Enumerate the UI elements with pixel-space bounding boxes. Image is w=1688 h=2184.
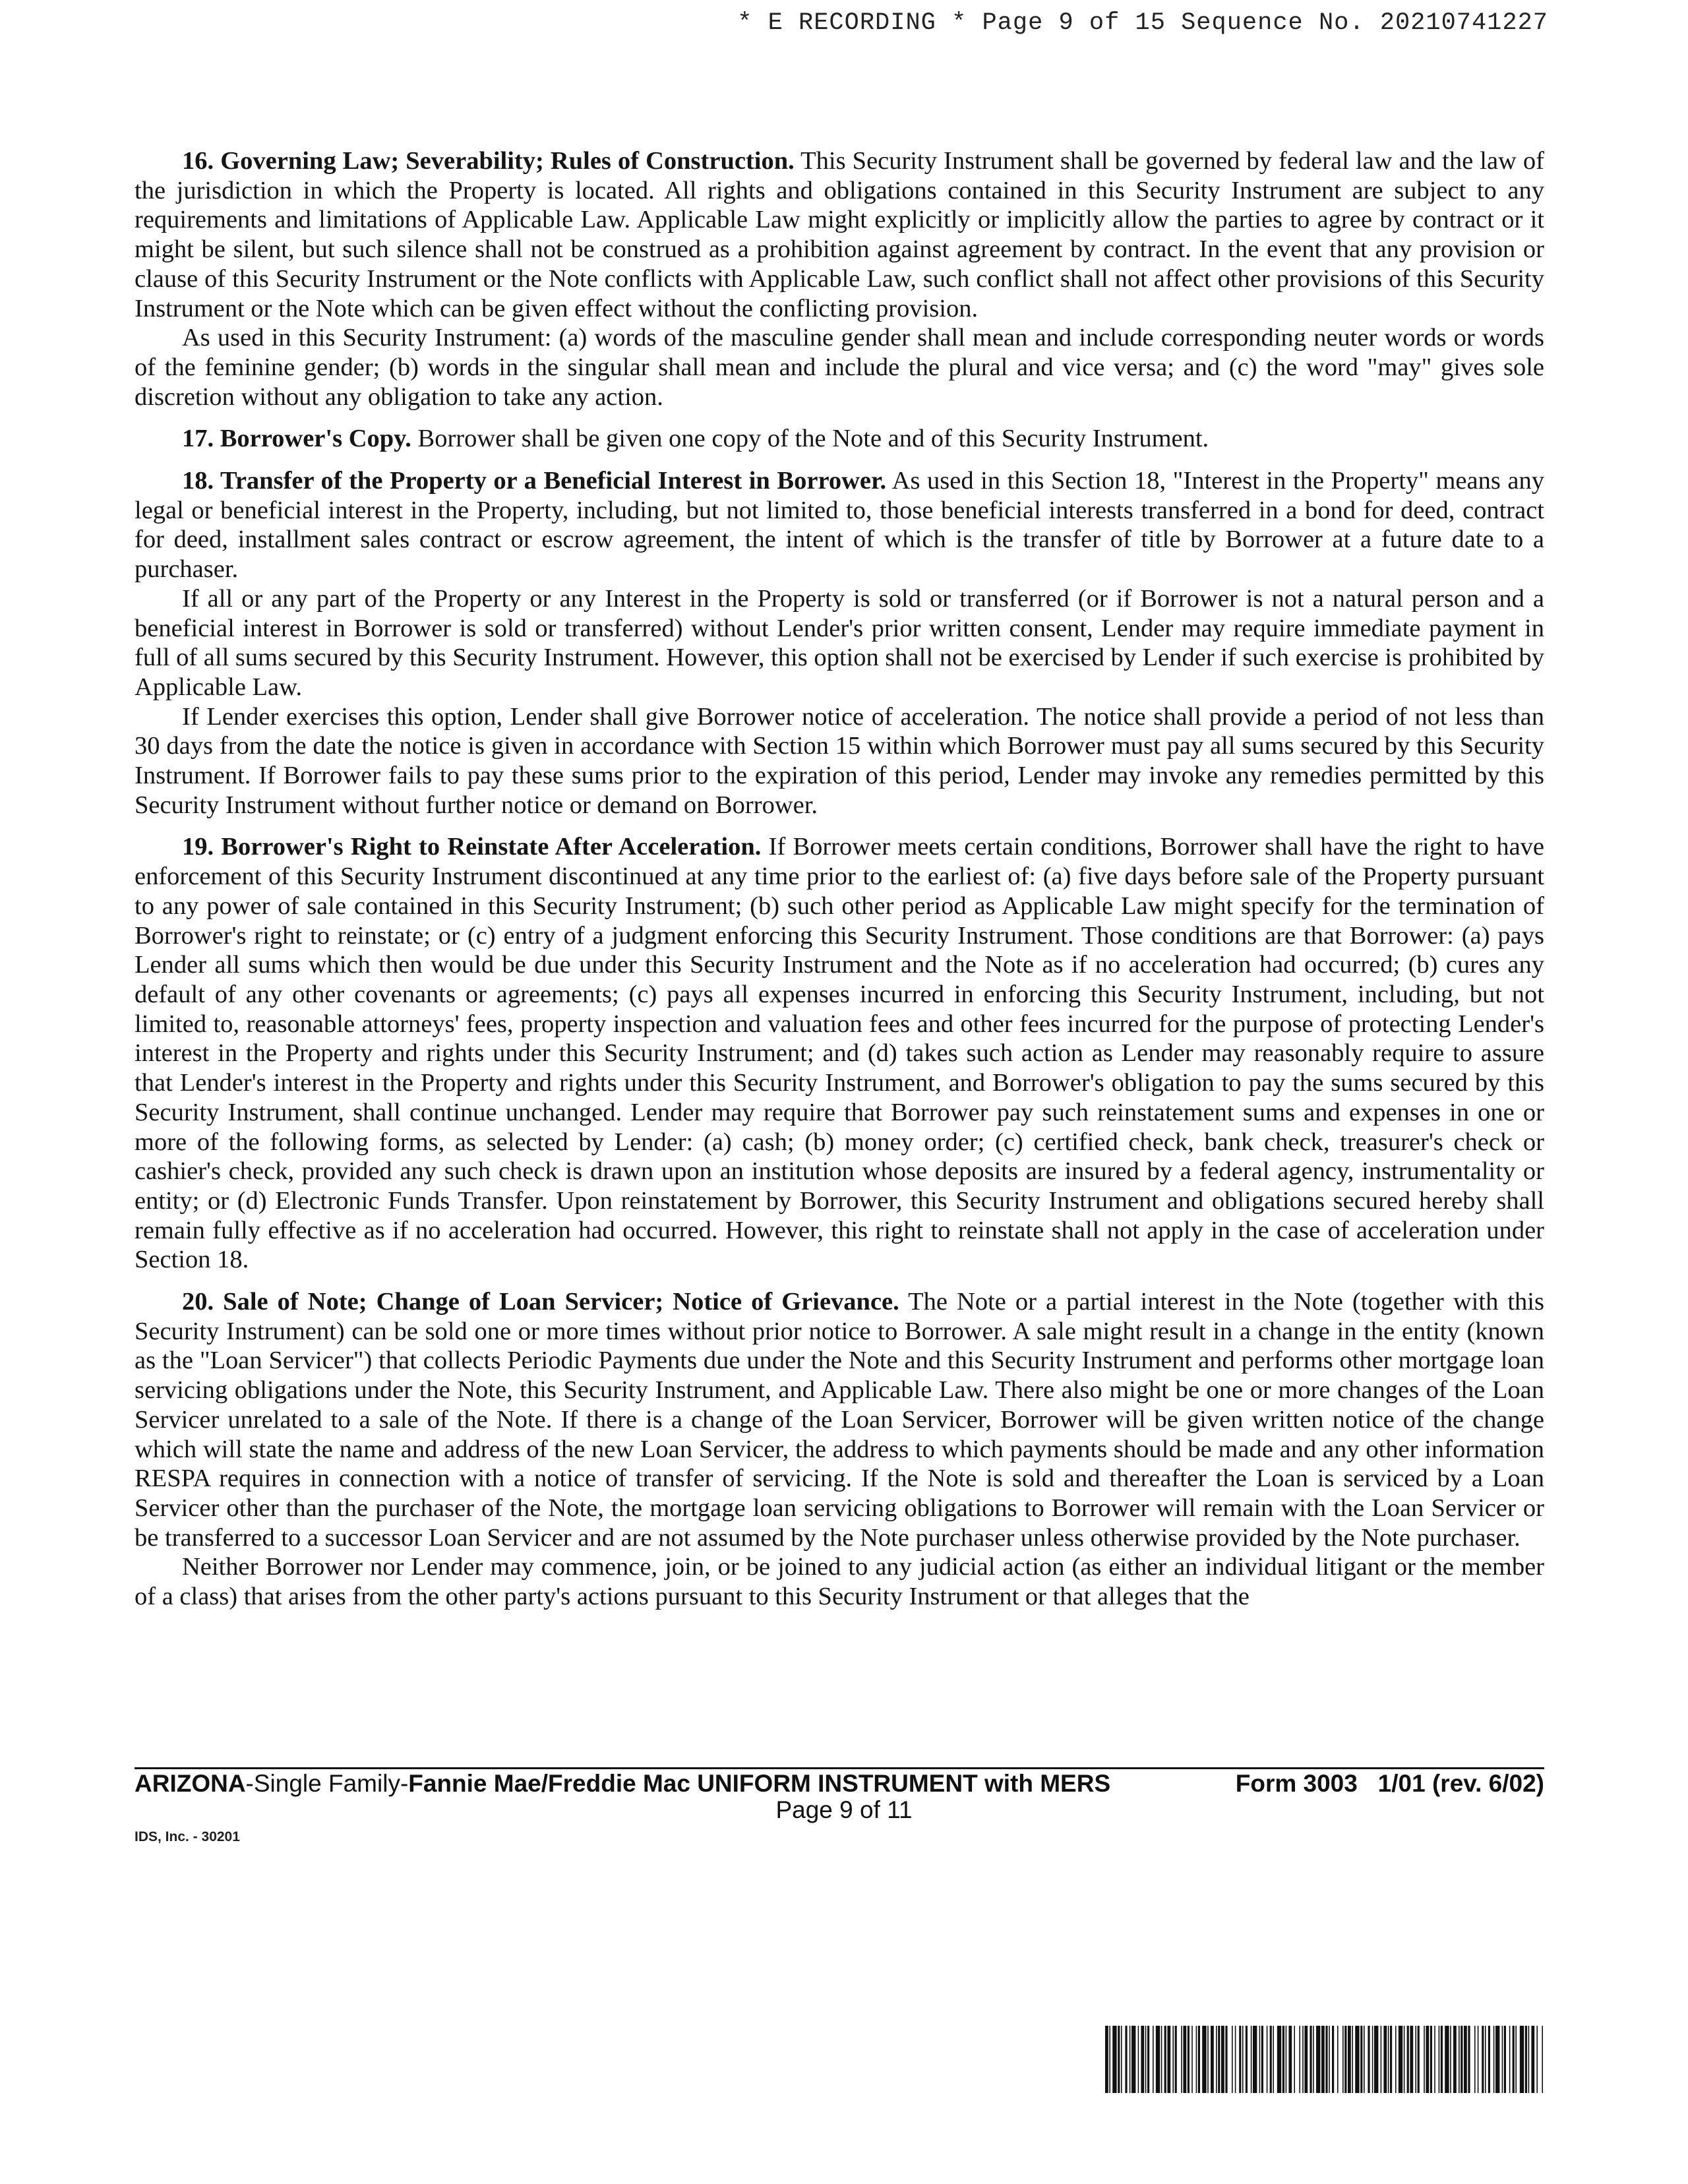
section-20-para-1 xyxy=(135,1287,1544,1552)
barcode-bar xyxy=(1156,2026,1160,2093)
barcode-bar xyxy=(1388,2026,1389,2093)
barcode-bar xyxy=(1239,2026,1241,2093)
barcode-bar xyxy=(1310,2026,1311,2093)
barcode-bar xyxy=(1270,2026,1272,2093)
barcode-bar xyxy=(1504,2026,1506,2093)
barcode-bar xyxy=(1395,2026,1397,2093)
barcode-bar xyxy=(1225,2026,1227,2093)
barcode-bar xyxy=(1513,2026,1515,2093)
footer-divider xyxy=(135,1767,1544,1769)
form-number: Form 3003 1/01 (rev. 6/02) xyxy=(1235,1770,1544,1797)
footer-form-line xyxy=(135,1770,1544,1798)
barcode-bar xyxy=(1468,2026,1470,2093)
barcode-bar xyxy=(1368,2026,1370,2093)
section-heading: 17. Borrower's Copy. xyxy=(182,425,411,453)
barcode-bar xyxy=(1531,2026,1534,2093)
section-18-para-1 xyxy=(135,466,1544,584)
barcode-bar xyxy=(1313,2026,1314,2093)
barcode-bar xyxy=(1542,2026,1543,2093)
barcode-bar xyxy=(1372,2026,1373,2093)
barcode-bar xyxy=(1445,2026,1449,2093)
barcode-bar xyxy=(1153,2026,1154,2093)
barcode-bar xyxy=(1348,2026,1351,2093)
barcode-bar xyxy=(1515,2026,1517,2093)
barcode-bar xyxy=(1304,2026,1308,2093)
section-text: If Borrower meets certain conditions, Borrower shall have the right to have enforcement of this Security Instrument discontinued at any time prior to the earliest of: (a) five days before sale of the Property pursuant to any power of sale contained in this Security Instrument; (b) such other period as Applicable Law might specify for the termination of Borrower's right to reinstate; or (c) entry of a judgment enforcing this Security Instrument. Those conditions are that Borrower: (a) pays Lender all sums which then would be due under this Security Instrument and the Note as if no acceleration had occurred; (b) cures any default of any other covenants or agreements; (c) pays all expenses incurred in enforcing this Security Instrument, including, but not limited to, reasonable attorneys' fees, property inspection and valuation fees and other fees incurred for the purpose of protecting Lender's interest in the Property and rights under this Security Instrument; and (d) takes such action as Lender may reasonably require to assure that Lender's interest in the Property and rights under this Security Instrument, and Borrower's obligation to pay the sums secured by this Security Instrument, shall continue unchanged. Lender may require that Borrower pay such reinstatement sums and expenses in one or more of the following forms, as selected by Lender: (a) cash; (b) money order; (c) certified check, bank check, treasurer's check or cashier's check, provided any such check is drawn upon an institution whose deposits are insured by a federal agency, instrumentality or entity; or (d) Electronic Funds Transfer. Upon reinstatement by Borrower, this Security Instrument and obligations secured hereby shall remain fully effective as if no acceleration had occurred. However, this right to reinstate shall not apply in the case of acceleration under Section 18. xyxy=(135,833,1544,1274)
barcode-bar xyxy=(1418,2026,1420,2093)
barcode-bar xyxy=(1198,2026,1200,2093)
barcode-bar xyxy=(1105,2026,1108,2093)
barcode-bar xyxy=(1131,2026,1135,2093)
barcode-bar xyxy=(1299,2026,1300,2093)
barcode-bar xyxy=(1277,2026,1281,2093)
barcode-bar xyxy=(1175,2026,1177,2093)
document-body xyxy=(135,146,1544,1612)
barcode-bar xyxy=(1424,2026,1425,2093)
barcode-bar xyxy=(1459,2026,1460,2093)
footer-instrument: Fannie Mae/Freddie Mac UNIFORM INSTRUMENT with MERS xyxy=(408,1770,1111,1797)
barcode-bar xyxy=(1191,2026,1193,2093)
section-heading: 19. Borrower's Right to Reinstate After Acceleration. xyxy=(182,833,762,861)
barcode-bar xyxy=(1410,2026,1413,2093)
barcode-bar xyxy=(1121,2026,1122,2093)
barcode-bar xyxy=(1211,2026,1214,2093)
barcode-bar xyxy=(1246,2026,1248,2093)
barcode-bar xyxy=(1495,2026,1499,2093)
section-text: Borrower shall be given one copy of the Note and of this Security Instrument. xyxy=(417,425,1209,453)
barcode-bar xyxy=(1441,2026,1443,2093)
barcode-bar xyxy=(1172,2026,1174,2093)
barcode-bar xyxy=(1478,2026,1479,2093)
barcode-bar xyxy=(1332,2026,1334,2093)
barcode-bar xyxy=(1235,2026,1236,2093)
barcode-bar xyxy=(1430,2026,1432,2093)
footer-state: ARIZONA xyxy=(135,1770,246,1797)
barcode-bar xyxy=(1439,2026,1440,2093)
barcode-bar xyxy=(1325,2026,1327,2093)
barcode-bar xyxy=(1509,2026,1511,2093)
barcode-bar xyxy=(1196,2026,1197,2093)
barcode-bar xyxy=(1286,2026,1287,2093)
section-heading: 20. Sale of Note; Change of Loan Servicer; Notice of Grievance. xyxy=(182,1288,899,1316)
barcode-bar xyxy=(1344,2026,1346,2093)
section-20-para-2: Neither Borrower nor Lender may commence, join, or be joined to any judicial action (as either an individual litigant or the member of a class) that arises from the other party's actions pursuant to this Security Instrument or that alleges that the xyxy=(135,1553,1544,1611)
barcode-bar xyxy=(1485,2026,1486,2093)
barcode-bar xyxy=(1488,2026,1490,2093)
section-19-para-1 xyxy=(135,832,1544,1275)
section-16-para-2: As used in this Security Instrument: (a) words of the masculine gender shall mean and include corresponding neuter words or words of the feminine gender; (b) words in the singular shall mean and include the plural and vice versa; and (c) the word "may" gives sole discretion without any obligation to take any action. xyxy=(135,324,1544,411)
barcode-bar xyxy=(1141,2026,1144,2093)
section-text: As used in this Section 18, "Interest in the Property" means any legal or beneficial interest in the Property, including, but not limited to, those beneficial interests transferred in a bond for deed, contract for deed, installment sales contract or escrow agreement, the intent of which is the transfer of title by Borrower at a future date to a purchaser. xyxy=(135,467,1544,584)
barcode-bar xyxy=(1321,2026,1325,2093)
barcode-bar xyxy=(1407,2026,1409,2093)
barcode-bar xyxy=(1302,2026,1304,2093)
barcode-bar xyxy=(1207,2026,1209,2093)
section-17-para-1 xyxy=(135,424,1544,454)
barcode-bar xyxy=(1399,2026,1402,2093)
barcode-bar xyxy=(1342,2026,1344,2093)
barcode-bar xyxy=(1352,2026,1353,2093)
barcode-bar xyxy=(1188,2026,1190,2093)
barcode-bar xyxy=(1232,2026,1233,2093)
section-18-para-2: If all or any part of the Property or any Interest in the Property is sold or transferred (or if Borrower is not a natural person and a beneficial interest in Borrower is sold or transferred) without Lender's prior written consent, Lender may require immediate payment in full of all sums secured by this Security Instrument. However, this option shall not be exercised by Lender if such exercise is prohibited by Applicable Law. xyxy=(135,584,1544,701)
barcode-bar xyxy=(1364,2026,1365,2093)
barcode-bar xyxy=(1109,2026,1110,2093)
barcode-bar xyxy=(1381,2026,1382,2093)
barcode-bar xyxy=(1181,2026,1182,2093)
barcode-bar xyxy=(1390,2026,1392,2093)
section-16-para-1 xyxy=(135,146,1544,323)
barcode-bar xyxy=(1426,2026,1429,2093)
barcode-bar xyxy=(1464,2026,1467,2093)
section-18-para-3: If Lender exercises this option, Lender shall give Borrower notice of acceleration. The notice shall provide a period of not less than 30 days from the date the notice is given in accordance with Section 15 within which Borrower must pay all sums secured by this Security Instrument. If Borrower fails to pay these sums prior to the expiration of this period, Lender may invoke any remedies permitted by this Security Instrument without further notice or demand on Borrower. xyxy=(135,702,1544,819)
barcode-bar xyxy=(1474,2026,1476,2093)
barcode-bar xyxy=(1502,2026,1503,2093)
recording-header: * E RECORDING * Page 9 of 15 Sequence No. 20210741227 xyxy=(737,9,1548,37)
barcode-bar xyxy=(1404,2026,1405,2093)
barcode-bar xyxy=(1450,2026,1451,2093)
page-number: Page 9 of 11 xyxy=(775,1796,913,1823)
barcode-bar xyxy=(1453,2026,1457,2093)
section-text: The Note or a partial interest in the Note (together with this Security Instrument) can be sold one or more times without prior notice to Borrower. A sale might result in a change in the entity (known as the "Loan Servicer") that collects Periodic Payments due under the Note and this Security Instrument and performs other mortgage loan servicing obligations under the Note, this Security Instrument, and Applicable Law. There also might be one or more changes of the Loan Servicer unrelated to a sale of the Note. If there is a change of the Loan Servicer, Borrower will be given written notice of the change which will state the name and address of the new Loan Servicer, the address to which payments should be made and any other information RESPA requires in connection with a notice of transfer of servicing. If the Note is sold and thereafter the Loan is serviced by a Loan Servicer other than the purchaser of the Note, the mortgage loan servicing obligations to Borrower will remain with the Loan Servicer or be transferred to a successor Loan Servicer and are not assumed by the Note purchaser unless otherwise provided by the Note purchaser. xyxy=(135,1288,1544,1552)
barcode-bar xyxy=(1253,2026,1257,2093)
barcode-bar xyxy=(1259,2026,1261,2093)
barcode-bar xyxy=(1145,2026,1147,2093)
barcode-bar xyxy=(1216,2026,1217,2093)
barcode-bar xyxy=(1528,2026,1530,2093)
barcode-bar xyxy=(1167,2026,1170,2093)
barcode-bar xyxy=(1383,2026,1387,2093)
barcode-bar xyxy=(1125,2026,1127,2093)
barcode-bar xyxy=(1164,2026,1166,2093)
barcode-bar xyxy=(1161,2026,1162,2093)
vendor-code: IDS, Inc. - 30201 xyxy=(135,1829,240,1844)
barcode xyxy=(1105,2026,1543,2093)
barcode-bar xyxy=(1261,2026,1263,2093)
barcode-bar xyxy=(1415,2026,1416,2093)
barcode-bar xyxy=(1282,2026,1284,2093)
barcode-bar xyxy=(1147,2026,1149,2093)
barcode-bar xyxy=(1202,2026,1206,2093)
section-heading: 18. Transfer of the Property or a Beneficial Interest in Borrower. xyxy=(182,467,887,495)
barcode-bar xyxy=(1525,2026,1527,2093)
barcode-bar xyxy=(1355,2026,1359,2093)
barcode-bar xyxy=(1520,2026,1524,2093)
barcode-bar xyxy=(1493,2026,1495,2093)
barcode-bar xyxy=(1536,2026,1538,2093)
section-heading: 16. Governing Law; Severability; Rules of Construction. xyxy=(182,147,795,175)
section-text: This Security Instrument shall be governed by federal law and the law of the jurisdiction in which the Property is located. All rights and obligations contained in this Security Instrument are subject to any requirements and limitations of Applicable Law. Applicable Law might explicitly or implicitly allow the parties to agree by contract or it might be silent, but such silence shall not be construed as a prohibition against agreement by contract. In the event that any provision or clause of this Security Instrument or the Note conflicts with Applicable Law, such conflict shall not affect other provisions of this Security Instrument or the Note which can be given effect without the conflicting provision. xyxy=(135,147,1545,322)
barcode-bar xyxy=(1329,2026,1330,2093)
barcode-bar xyxy=(1461,2026,1462,2093)
barcode-bar xyxy=(1221,2026,1224,2093)
footer-family: -Single Family- xyxy=(245,1770,409,1797)
barcode-bar xyxy=(1374,2026,1378,2093)
barcode-bar xyxy=(1130,2026,1131,2093)
barcode-bar xyxy=(1118,2026,1120,2093)
barcode-bar xyxy=(1251,2026,1252,2093)
barcode-bar xyxy=(1294,2026,1295,2093)
barcode-bar xyxy=(1273,2026,1274,2093)
barcode-bar xyxy=(1267,2026,1268,2093)
barcode-bar xyxy=(1434,2026,1435,2093)
barcode-bar xyxy=(1482,2026,1484,2093)
barcode-bar xyxy=(1316,2026,1320,2093)
barcode-bar xyxy=(1112,2026,1116,2093)
barcode-bar xyxy=(1138,2026,1139,2093)
barcode-bar xyxy=(1242,2026,1244,2093)
barcode-bar xyxy=(1337,2026,1339,2093)
barcode-bar xyxy=(1288,2026,1292,2093)
barcode-bar xyxy=(1183,2026,1186,2093)
barcode-bar xyxy=(1218,2026,1220,2093)
barcode-bar xyxy=(1360,2026,1362,2093)
form-title xyxy=(135,1770,1110,1798)
